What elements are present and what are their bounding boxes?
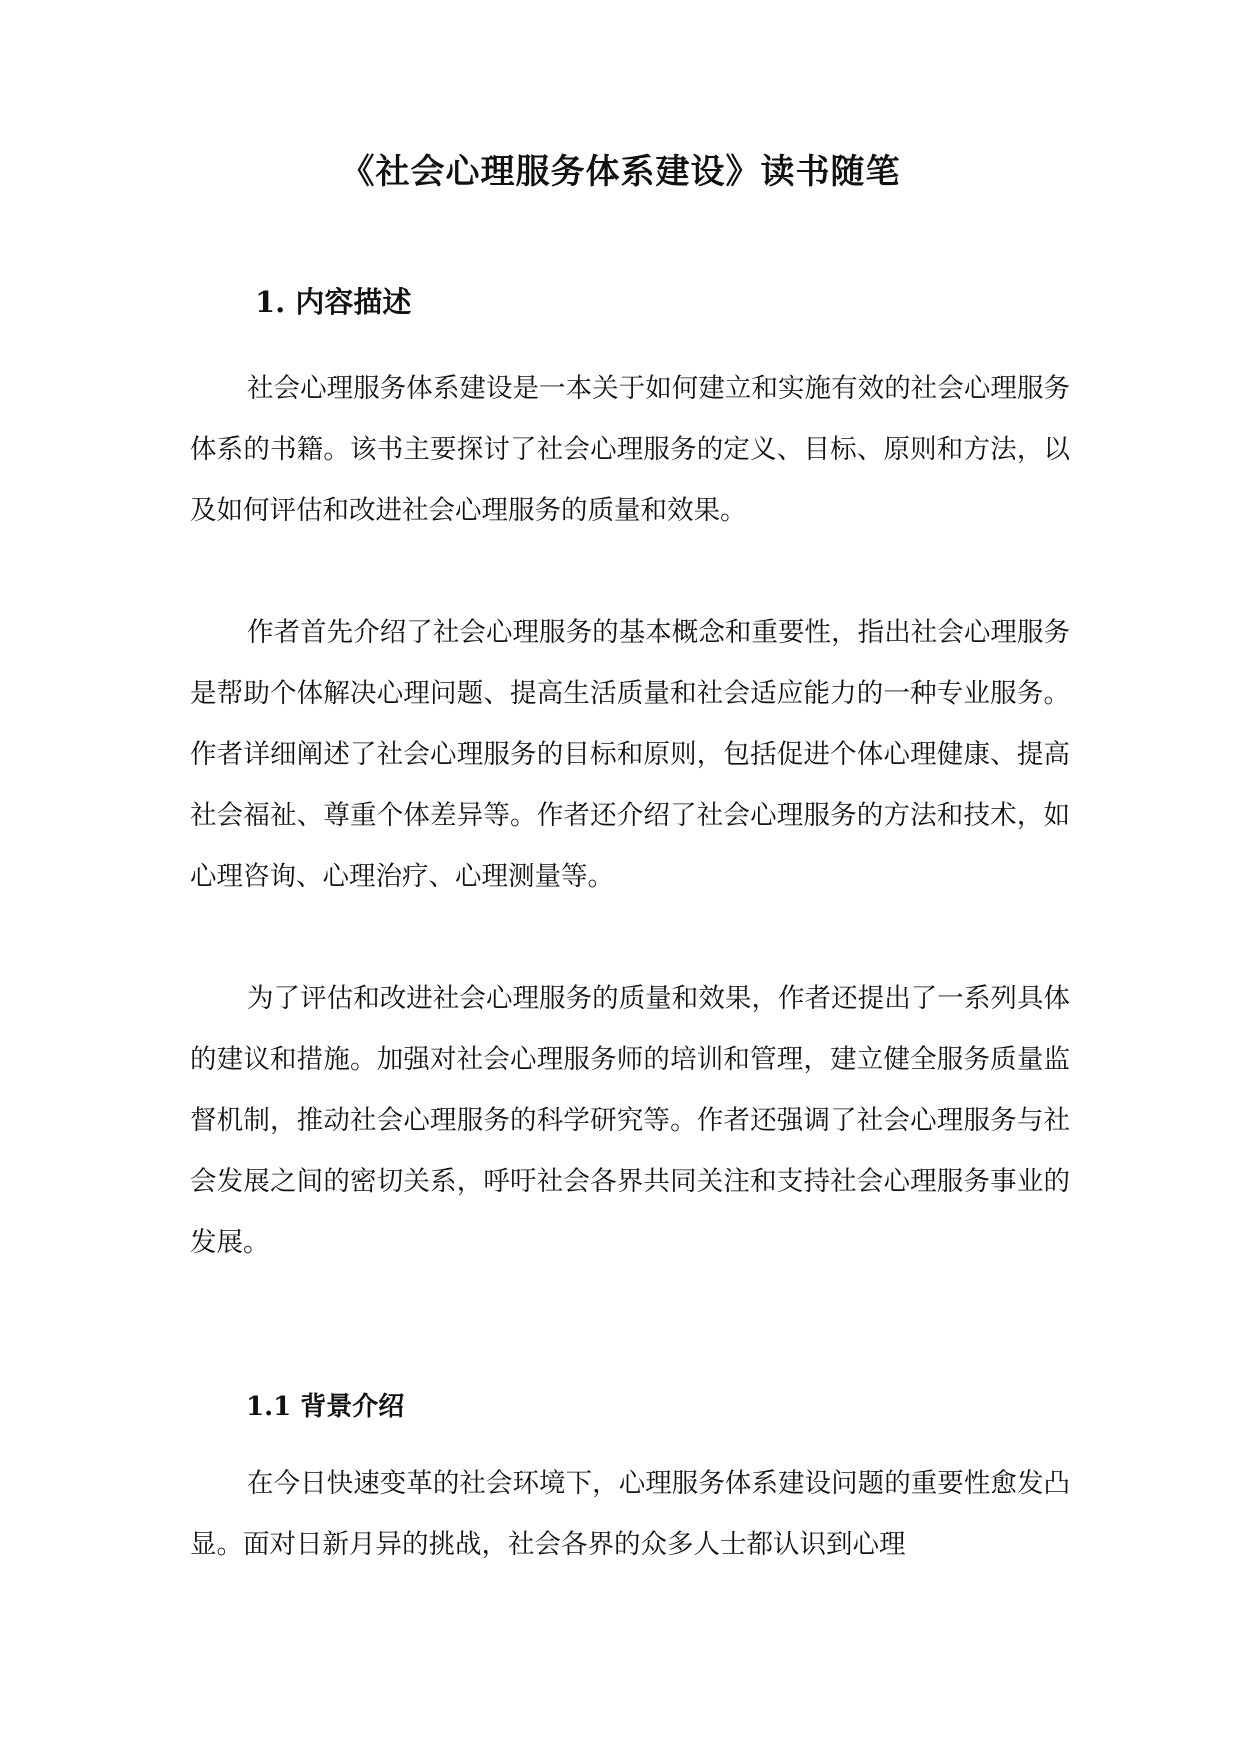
section-heading-content-description: 1. 内容描述 (255, 285, 412, 319)
paragraph: 社会心理服务体系建设是一本关于如何建立和实施有效的社会心理服务体系的书籍。该书主要探讨了社会心理服务的定义、目标、原则和方法，以及如何评估和改进社会心理服务的质量和效果。 (190, 373, 1070, 526)
paragraph: 在今日快速变革的社会环境下，心理服务体系建设问题的重要性愈发凸显。面对日新月异的挑战，社会各界的众多人士都认识到心理 (190, 1468, 1070, 1560)
paragraph: 作者首先介绍了社会心理服务的基本概念和重要性，指出社会心理服务是帮助个体解决心理问题、提高生活质量和社会适应能力的一种专业服务。作者详细阐述了社会心理服务的目标和原则，包括促进个体心理健康、提高社会福祉、尊重个体差异等。作者还介绍了社会心理服务的方法和技术，如心理咨询、心理治疗、心理测量等。 (190, 617, 1070, 892)
paragraph: 为了评估和改进社会心理服务的质量和效果，作者还提出了一系列具体的建议和措施。加强对社会心理服务师的培训和管理，建立健全服务质量监督机制，推动社会心理服务的科学研究等。作者还强调了社会心理服务与社会发展之间的密切关系，呼吁社会各界共同关注和支持社会心理服务事业的发展。 (190, 983, 1070, 1258)
section-heading-background: 1.1 背景介绍 (246, 1392, 405, 1422)
document-title: 《社会心理服务体系建设》读书随笔 (340, 152, 901, 192)
